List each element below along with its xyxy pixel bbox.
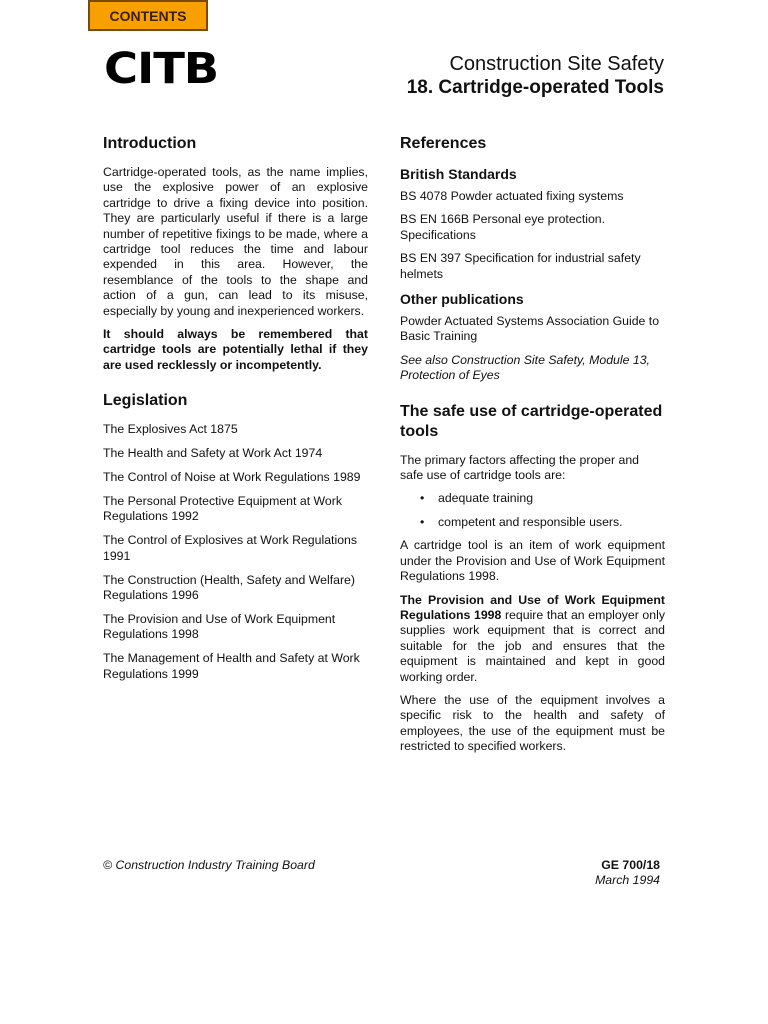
safe-use-heading: The safe use of cartridge-operated tools <box>400 402 663 440</box>
bullet-icon: • <box>420 514 425 529</box>
legislation-item: The Construction (Health, Safety and Welfare) Regulations 1996 <box>103 572 355 603</box>
contents-button[interactable]: CONTENTS <box>88 0 208 31</box>
document-code: GE 700/18 <box>601 858 660 872</box>
legislation-item: The Health and Safety at Work Act 1974 <box>103 446 323 461</box>
module-title: 18. Cartridge-operated Tools <box>406 77 664 98</box>
introduction-heading: Introduction <box>103 135 197 152</box>
standard-item: BS EN 166B Personal eye protection. Specifications <box>400 212 606 242</box>
work-equipment-paragraph: A cartridge tool is an item of work equipment under the Provision and Use of Work Equipment Regulations 1998. <box>400 538 665 584</box>
british-standards-heading: British Standards <box>400 166 517 182</box>
see-also-note: See also Construction Site Safety, Module 13, Protection of Eyes <box>400 352 650 383</box>
left-column <box>103 134 368 691</box>
document-title: Construction Site Safety <box>449 53 664 75</box>
factors-list <box>400 491 665 530</box>
document-reference <box>595 858 660 889</box>
introduction-paragraph: Cartridge-operated tools, as the name implies, use the explosive power of an explosive cartridge to drive a fixing device into position. They are particularly useful if there is a large number of repetitive fixings to be made, where a cartridge tool reduces the time and labour expended in this area. However, the resemblance of the tools to the shape and action of a gun, can lead to its misuse, especially by young and inexperienced workers. <box>103 165 368 318</box>
standard-item: BS 4078 Powder actuated fixing systems <box>400 189 624 203</box>
copyright-notice: © Construction Industry Training Board <box>103 858 315 872</box>
legislation-item: The Personal Protective Equipment at Work Regulations 1992 <box>103 494 342 524</box>
bullet-icon: • <box>420 491 425 506</box>
publication-item: Powder Actuated Systems Association Guide to Basic Training <box>400 314 660 344</box>
list-item: • adequate training <box>420 491 534 506</box>
specific-risk-paragraph: Where the use of the equipment involves a specific risk to the health and safety of employees, the use of the equipment must be restricted to specified workers. <box>400 692 665 754</box>
legislation-item: The Control of Noise at Work Regulations 1989 <box>103 470 361 485</box>
legislation-item: The Provision and Use of Work Equipment Regulations 1998 <box>103 611 336 642</box>
list-item: • competent and responsible users. <box>420 514 623 529</box>
legislation-list <box>103 422 368 682</box>
document-title-block <box>407 52 664 99</box>
citb-logo: CITB <box>104 44 219 94</box>
warning-paragraph: It should always be remembered that cartridge tools are potentially lethal if they are used recklessly or incompetently. <box>103 327 368 372</box>
legislation-item: The Explosives Act 1875 <box>103 422 238 437</box>
references-heading: References <box>400 135 487 152</box>
safe-use-intro: The primary factors affecting the proper and safe use of cartridge tools are: <box>400 452 640 483</box>
publication-date: March 1994 <box>595 873 660 888</box>
puwer-paragraph: The Provision and Use of Work Equipment Regulations 1998 require that an employer only supplies work equipment that is correct and suitable for the job and ensures that the equipment is maintained and kept in good working order. <box>400 592 665 684</box>
legislation-item: The Control of Explosives at Work Regulations 1991 <box>103 533 358 563</box>
puwer-reference: The Provision and Use of Work Equipment Regulations 1998 <box>400 592 665 622</box>
right-column <box>400 134 665 763</box>
other-publications-heading: Other publications <box>400 291 524 308</box>
legislation-heading: Legislation <box>103 392 188 410</box>
legislation-item: The Management of Health and Safety at Work Regulations 1999 <box>103 651 360 681</box>
standard-item: BS EN 397 Specification for industrial safety helmets <box>400 251 641 281</box>
